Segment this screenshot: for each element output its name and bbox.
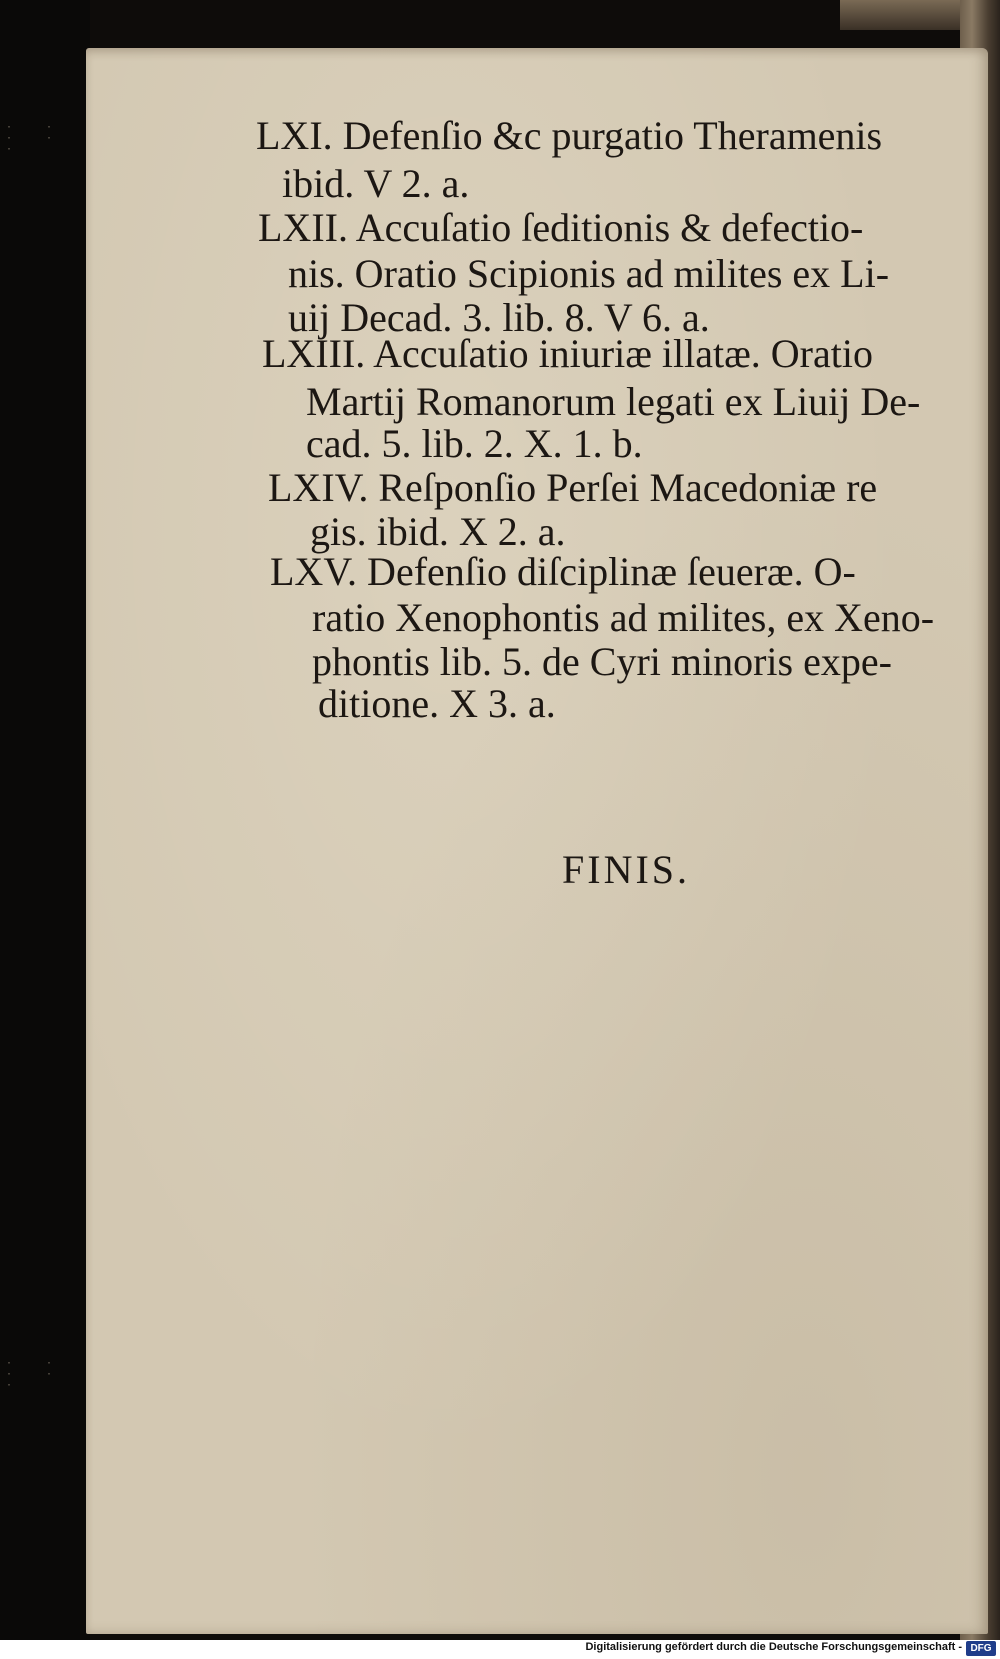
margin-dots: · · · · · xyxy=(6,1358,67,1391)
entry-lxiv-line-2: gis. ibid. X 2. a. xyxy=(310,509,566,554)
entry-lxii-line-1: LXII. Accuſatio ſeditionis & defectio- xyxy=(258,205,864,250)
entry-lxv-line-2: ratio Xenophontis ad milites, ex Xeno- xyxy=(312,595,935,640)
entry-lxi-line-2: ibid. V 2. a. xyxy=(282,161,470,206)
entry-lxii-line-2: nis. Oratio Scipionis ad milites ex Li- xyxy=(288,251,890,296)
finis-text: FINIS. xyxy=(562,847,691,892)
entry-lxv-line-3: phontis lib. 5. de Cyri minoris expe- xyxy=(312,639,892,684)
entry-lxiv-line-1: LXIV. Reſponſio Perſei Macedoniæ re xyxy=(268,465,878,510)
entry-lxv-line-4: ditione. X 3. a. xyxy=(318,681,556,726)
footer-credit-text: Digitalisierung gefördert durch die Deutsche Forschungsgemeinschaft - xyxy=(585,1641,962,1653)
entry-lxiii-line-2: Martij Romanorum legati ex Liuij De- xyxy=(306,379,921,424)
entry-lxv-line-1: LXV. Defenſio diſciplinæ ſeueræ. O- xyxy=(270,549,856,594)
dfg-logo-icon[interactable]: DFG xyxy=(966,1641,996,1656)
entry-lxii-line-3: uij Decad. 3. lib. 8. V 6. a. xyxy=(288,295,710,340)
digitization-footer xyxy=(0,1640,1000,1659)
left-margin xyxy=(0,0,90,1640)
entry-lxi-line-1: LXI. Defenſio &c purgatio Theramenis xyxy=(256,113,883,158)
margin-dots: · · · · · xyxy=(6,122,67,155)
entry-lxiii-line-3: cad. 5. lib. 2. X. 1. b. xyxy=(306,421,643,466)
entry-lxiii-line-1: LXIII. Accuſatio iniuriæ illatæ. Oratio xyxy=(262,331,873,376)
